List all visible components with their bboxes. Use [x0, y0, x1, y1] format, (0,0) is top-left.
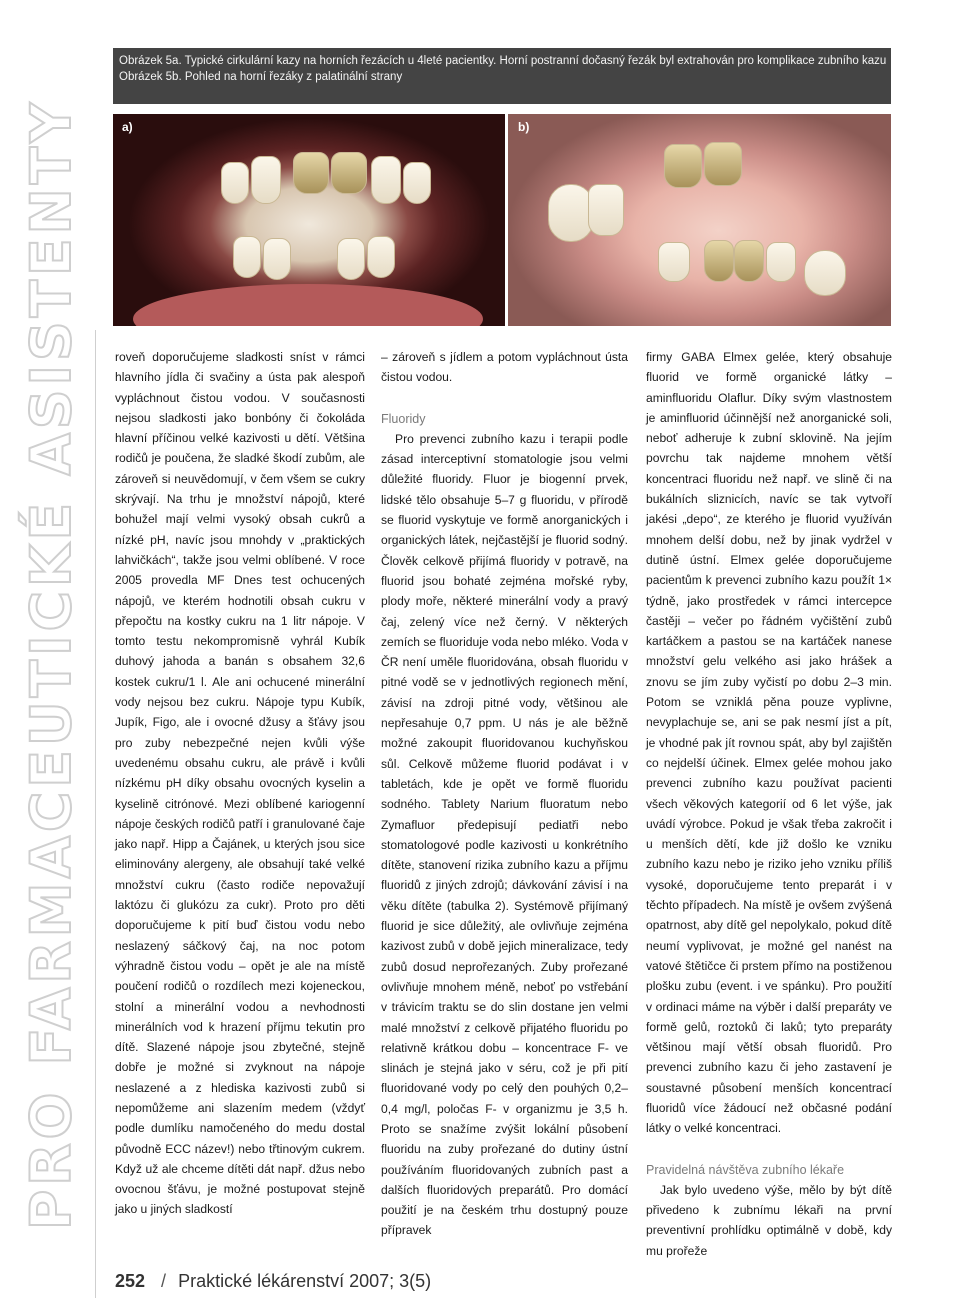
section-heading-navsteva: Pravidelná návštěva zubního lékaře — [646, 1162, 845, 1177]
photo-label-b: b) — [518, 120, 530, 134]
text-column-3 — [646, 347, 892, 1261]
tooth-shape — [766, 242, 796, 282]
caption-line-5a: Obrázek 5a. Typické cirkulární kazy na horních řezácích u 4leté pacientky. Horní postranní dočasný řezák byl extrahován pro komplikace zubního kazu — [119, 55, 887, 67]
sidebar-divider — [95, 330, 96, 1298]
photo-label-a: a) — [122, 120, 133, 134]
section-heading-fluoridy: Fluoridy — [381, 411, 426, 426]
paragraph: firmy GABA Elmex gelée, který obsahuje fluorid ve formě organické látky – aminfluoridu Olaflur. Díky svým vlastnostem je aminfluorid účinnější než anorganické soli, neboť adheruje k zubní sklovině. Na jejím povrchu tak najdeme mnohem větší koncentraci fluoridu než např. ve slině či na bukálních sliznicích, navíc se tak vytvoří jakési „depo“, ze kterého je fluorid využíván mnohem delší dobu, než by jinak vydržel v dutině ústní. Elmex gelée doporučujeme pacientům k prevenci zubního kazu použít 1× týdně, jako prostředek v rámci intercepce častěji – večer po řádném vyčištění zubů kartáčkem a pastou se na kartáček nanese množství gelu velkého asi jako hrášek a znovu se jím zuby vyčistí po dobu 2–3 min. Potom se vzniklá pěna pouze vyplivne, nevyplachuje se, ani se pak nesmí jíst a pít, je vhodné pak jít rovnou spát, aby byl zajištěn co nejdelší účinek. Elmex gelée mohou jako prevenci zubního kazu používat pacienti všech věkových kategorií od 6 let výše, jak uvádí výrobce. Pokud je však třeba zakročit i u menších dětí, kde již došlo ke vzniku zubního kazu nebo je riziko jeho vzniku příliš vysoké, doporučujeme tento preparát i v těchto případech. Na místě je ovšem zvýšená opatrnost, aby dítě gel nepolykalo, pokud dítě neumí vyplivovat, je možné gel nanést na vatové štětičce či prstem přímo na postiženou plošku zubu (event. i ve spánku). Pro použití v ordinaci máme na výběr i další preparáty ve formě gelů, roztoků či laků; tyto preparáty většinou mají větší obsah fluoridů. Pro prevenci zubního kazu či jeho zastavení je soustavné působení menších koncentrací fluoridů více žádoucí než občasné podání látky o velké koncentraci. — [646, 350, 892, 1136]
tooth-shape — [658, 242, 690, 282]
paragraph: Jak bylo uvedeno výše, mělo by být dítě přivedeno k zubnímu lékaři na první preventivní prohlídku optimálně v době, kdy mu prořeže — [646, 1182, 892, 1258]
caption-line-5b: Obrázek 5b. Pohled na horní řezáky z palatinální strany — [119, 70, 403, 83]
tooth-shape — [367, 236, 395, 278]
tooth-shape — [403, 162, 431, 204]
page-footer — [115, 1271, 431, 1292]
page-number: 252 — [115, 1271, 146, 1291]
paragraph: roveň doporučujeme sladkosti sníst v rámci hlavního jídla či svačiny a ústa pak alespoň vypláchnout čistou vodou. V současnosti nejsou sladkosti jako bonbóny či čokoláda hlavní příčinou velké kazivosti u dětí. Většina rodičů je poučena, že sladké škodí zubům, ale zároveň si neuvědomují, v čem všem se cukry skrývají. Na trhu je množství nápojů, které bohužel mají velmi vysoký obsah cukrů a nízké pH, navíc jsou mnohdy v „praktických lahvičkách“, takže jsou velmi oblíbené. V roce 2005 provedla MF Dnes test ochucených nápojů, ve kterém hodnotili obsah cukru v přepočtu na kostky cukru na 1 litr nápoje. V tomto testu nekompromisně vyhrál Kubík duhový jahoda a banán s obsahem 32,6 kostek cukru/1 l. Ale ani ochucené minerální vody nejsou bez cukru. Nápoje typu Kubík, Jupík, Figo, ale i ovocné džusy a šťávy jsou pro zuby nebezpečné nejen kvůli výše uvedenému obsahu cukru, ale právě i kvůli nízkému pH díky obsahu ovocných kyselin a kyselině citrónové. Mezi oblíbené kariogenní nápoje českých rodičů patří i granulované čaje jako např. Hipp a Čajánek, u kterých jsou sice eliminovány alergeny, ale obsahují také velké množství cukru (často rodiče nepovažují laktózu či glukózu za cukr). Proto pro děti doporučujeme k pití buď čistou vodu nebo neslazený sáčkový čaj, na noc potom výhradně čistou vodu – opět je ale na místě poučení rodičů o rozdílech mezi kojeneckou, stolní a minerální vodou a nevhodnosti minerálních vod k hrazení příjmu tekutin pro dítě. Slazené nápoje jsou zbytečné, stejně dobře je možné si zvyknout na nápoje neslazené a z hlediska kazivosti zubů si nepomůžeme ani slazením medem (vždyť podle dumlíku namočeného do medu dostal původně ECC název!) nebo třtinovým cukrem. Když už ale chceme dítěti dát např. džus nebo ovocnou šťávu, je možné postupovat stejně jako u jiných sladkostí — [115, 350, 365, 1217]
tooth-shape — [704, 142, 742, 186]
tooth-shape — [221, 162, 249, 204]
photo-5a — [113, 114, 505, 326]
tooth-shape — [664, 144, 702, 188]
tooth-shape — [588, 184, 624, 236]
tooth-shape — [337, 238, 365, 280]
tooth-shape — [804, 250, 846, 296]
lower-lip-shape — [133, 284, 483, 326]
text-column-1 — [115, 347, 365, 1220]
tooth-shape — [734, 240, 764, 282]
photo-5b — [508, 114, 891, 326]
text-column-2 — [381, 347, 628, 1241]
footer-separator: / — [161, 1271, 167, 1291]
tooth-shape — [251, 156, 281, 204]
tooth-shape — [704, 240, 734, 282]
paragraph: Pro prevenci zubního kazu i terapii podle zásad interceptivní stomatologie jsou velmi důležité fluoridy. Fluor je biogenní prvek, lidské tělo obsahuje 5–7 g fluoridu, v přírodě se fluorid vyskytuje ve formě anorganických i organických látek, nejčastější je fluorid sodný. Člověk celkově přijímá fluoridy v potravě, na fluorid jsou bohaté zejména mořské ryby, plody moře, některé minerální vody a pravý čaj, zelený více než černý. V některých zemích se fluoriduje voda nebo mléko. Voda v ČR není uměle fluoridována, obsah fluoridu v pitné vodě se v jednotlivých regionech mění, závisí na zdroji pitné vody, většinou ale nepřesahuje 0,7 ppm. U nás je ale běžně možné zakoupit fluoridovanou kuchyňskou sůl. Celkově můžeme fluorid podávat i v tabletách, kde je opět ve formě fluoridu sodného. Tablety Narium fluoratum nebo Zymafluor předepisují pediatři nebo stomatologové podle kazivosti u konkrétního dítěte, stanovení rizika zubního kazu a příjmu fluoridů z jiných zdrojů; dávkování závisí i na věku dítěte (tabulka 2). Systémově přijímaný fluorid je sice důležitý, ale ovlivňuje zejména kazivost zubů v době jejich mineralizace, tedy zubů dosud neprořezaných. Zuby prořezané ovlivňuje mnohem méně, neboť po vstřebání v trávicím traktu se do slin dostane jen velmi malé množství z celkově přijatého fluoridu po relativně krátkou dobu – koncentrace F- ve slinách je stejná jako v séru, což je při pití fluoridované vody po celý den pouhých 0,2–0,4 mg/l, poločas F- v organizmu je 3,5 h. Proto se snažíme zvýšit lokální působení fluoridu na zuby prořezané do dutiny ústní používáním fluoridovaných zubních past a dalších fluoridových preparátů. Pro domácí použití je na českém trhu dostupný pouze přípravek — [381, 431, 628, 1238]
figure-caption — [113, 48, 891, 104]
tooth-shape — [331, 152, 367, 194]
tooth-shape — [293, 152, 329, 194]
tooth-shape — [233, 236, 261, 278]
paragraph: – zároveň s jídlem a potom vypláchnout ústa čistou vodou. — [381, 350, 628, 385]
journal-citation: Praktické lékárenství 2007; 3(5) — [178, 1271, 432, 1291]
tooth-shape — [263, 238, 291, 280]
tooth-shape — [371, 156, 401, 204]
section-sidebar-title: PRO FARMACEUTICKÉ ASISTENTY — [19, 98, 83, 1230]
